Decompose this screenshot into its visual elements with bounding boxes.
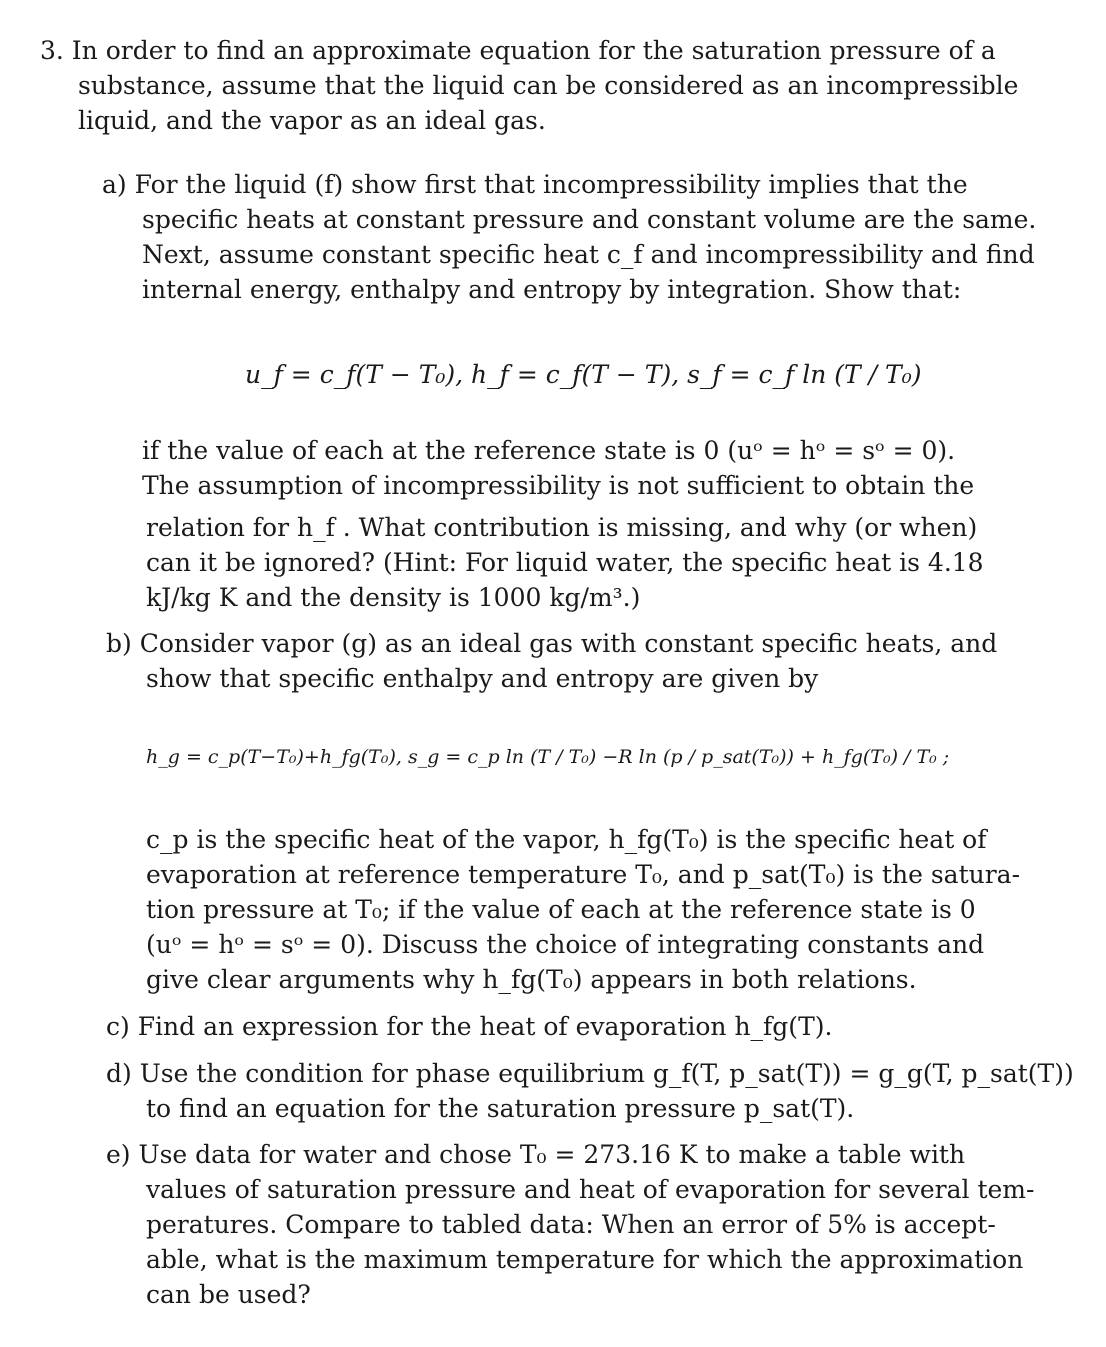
part-a-after-line-1: if the value of each at the reference state is 0 (uᵒ = hᵒ = sᵒ = 0). <box>142 436 956 465</box>
part-b-after-line-4: (uᵒ = hᵒ = sᵒ = 0). Discuss the choice of integrating constants and <box>146 930 985 959</box>
part-d-line-2: to find an equation for the saturation pressure p_sat(T). <box>146 1094 855 1123</box>
part-b-line-1: b) Consider vapor (g) as an ideal gas with constant specific heats, and <box>106 629 998 658</box>
intro-line-3: liquid, and the vapor as an ideal gas. <box>78 106 546 135</box>
part-c-line-1: c) Find an expression for the heat of evaporation h_fg(T). <box>106 1012 833 1041</box>
part-e-line-4: able, what is the maximum temperature for which the approximation <box>146 1245 1024 1274</box>
part-a-line-4: internal energy, enthalpy and entropy by integration. Show that: <box>142 275 962 304</box>
part-d-line-1: d) Use the condition for phase equilibrium g_f(T, p_sat(T)) = g_g(T, p_sat(T)) <box>106 1059 1074 1088</box>
equation-vapor-properties: h_g = c_p(T−T₀)+h_fg(T₀), s_g = c_p ln (T / T₀) −R ln (p / p_sat(T₀)) + h_fg(T₀) / T₀ ; <box>146 746 950 768</box>
part-e-line-3: peratures. Compare to tabled data: When an error of 5% is accept- <box>146 1210 996 1239</box>
part-b-after-line-3: tion pressure at T₀; if the value of each at the reference state is 0 <box>146 895 976 924</box>
part-a-after-line-4: can it be ignored? (Hint: For liquid water, the specific heat is 4.18 <box>146 548 984 577</box>
part-e-line-5: can be used? <box>146 1280 311 1309</box>
intro-line-2: substance, assume that the liquid can be considered as an incompressible <box>78 71 1019 100</box>
part-b-line-2: show that specific enthalpy and entropy are given by <box>146 664 819 693</box>
equation-liquid-properties: u_f = c_f(T − T₀), h_f = c_f(T − T), s_f = c_f ln (T / T₀) <box>245 360 922 389</box>
part-b-after-line-1: c_p is the specific heat of the vapor, h_fg(T₀) is the specific heat of <box>146 825 987 854</box>
part-a-line-2: specific heats at constant pressure and constant volume are the same. <box>142 205 1037 234</box>
part-b-after-line-2: evaporation at reference temperature T₀, and p_sat(T₀) is the satura- <box>146 860 1021 889</box>
part-a-line-3: Next, assume constant specific heat c_f and incompressibility and find <box>142 240 1035 269</box>
part-e-line-2: values of saturation pressure and heat of evaporation for several tem- <box>146 1175 1035 1204</box>
part-e-line-1: e) Use data for water and chose T₀ = 273.16 K to make a table with <box>106 1140 966 1169</box>
part-b-after-line-5: give clear arguments why h_fg(T₀) appears in both relations. <box>146 965 917 994</box>
part-a-after-line-3: relation for h_f . What contribution is missing, and why (or when) <box>146 513 978 542</box>
intro-line-1: 3. In order to find an approximate equation for the saturation pressure of a <box>40 36 996 65</box>
part-a-after-line-5: kJ/kg K and the density is 1000 kg/m³.) <box>146 583 641 612</box>
part-a-line-1: a) For the liquid (f) show first that incompressibility implies that the <box>102 170 968 199</box>
part-a-after-line-2: The assumption of incompressibility is not sufficient to obtain the <box>142 471 975 500</box>
